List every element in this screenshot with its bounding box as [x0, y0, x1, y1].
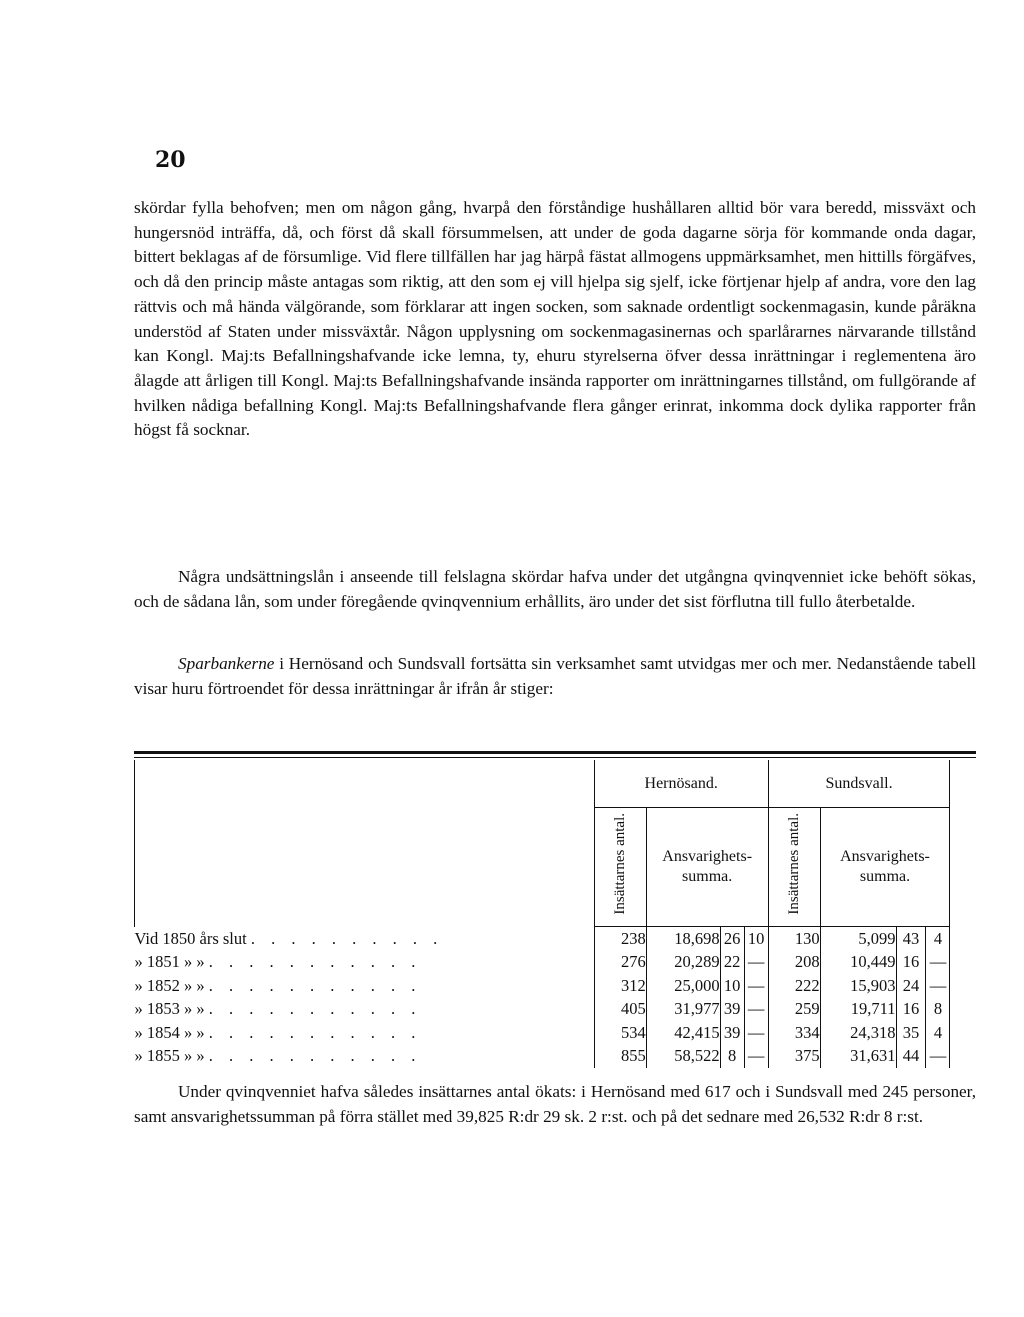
table-row: [135, 951, 977, 975]
h-count: 405: [594, 998, 646, 1022]
h-count: 534: [594, 1021, 646, 1045]
h-rst: —: [744, 974, 768, 998]
s-sk: 24: [896, 974, 926, 998]
s-count: 375: [768, 1045, 820, 1069]
h-sk: 8: [720, 1045, 744, 1069]
h-sum: 58,522: [646, 1045, 720, 1069]
h-sum: 25,000: [646, 974, 720, 998]
paragraph-4-text: Under qvinqvenniet hafva således insättarnes antal ökats: i Hernösand med 617 och i Sundsvall med 245 personer, samt ansvarighetssumman på förra stället med 39,825 R:dr 29 sk. 2 r:st. och på det sednare med 26,532 R:dr 8 r:st.: [134, 1082, 976, 1126]
h-sk: 39: [720, 1021, 744, 1045]
table-right-margin: [950, 760, 976, 927]
h-rst: —: [744, 1021, 768, 1045]
savings-bank-table: [134, 760, 976, 1068]
s-sum: 24,318: [820, 1021, 896, 1045]
table-row: [135, 998, 977, 1022]
s-rst: 4: [926, 927, 950, 951]
s-count: 208: [768, 951, 820, 975]
h-count: 855: [594, 1045, 646, 1069]
s-sum-header: Ansvarighets-summa.: [820, 808, 950, 927]
h-sk: 10: [720, 974, 744, 998]
s-count: 334: [768, 1021, 820, 1045]
paragraph-2: [134, 565, 976, 614]
s-sum: 15,903: [820, 974, 896, 998]
s-sk: 44: [896, 1045, 926, 1069]
h-rst: —: [744, 1045, 768, 1069]
paragraph-3-rest: i Hernösand och Sundsvall fortsätta sin verksamhet samt utvidgas mer och mer. Nedanstående tabell visar huru förtroendet för dessa inrättningar år ifrån år stiger:: [134, 654, 976, 698]
paragraph-4: [134, 1080, 976, 1129]
row-label: » 1851 » » . . . . . . . . . . .: [134, 952, 422, 972]
town-header-hernosand: Hernösand.: [594, 760, 768, 808]
sparbankerne-italic: Sparbankerne: [178, 654, 275, 673]
s-rst: —: [926, 951, 950, 975]
page-number: 20: [155, 147, 186, 173]
s-sum: 10,449: [820, 951, 896, 975]
s-count: 130: [768, 927, 820, 951]
paragraph-3: [134, 652, 976, 701]
table-row: [135, 927, 977, 951]
h-sum-header: Ansvarighets-summa.: [646, 808, 768, 927]
h-count-header: [594, 808, 646, 927]
h-rst: 10: [744, 927, 768, 951]
table-row: [135, 974, 977, 998]
table-stub-header: [135, 760, 595, 927]
s-rst: —: [926, 974, 950, 998]
s-sum: 5,099: [820, 927, 896, 951]
h-sk: 22: [720, 951, 744, 975]
h-sum: 31,977: [646, 998, 720, 1022]
h-sk: 26: [720, 927, 744, 951]
s-sk: 16: [896, 951, 926, 975]
h-count: 238: [594, 927, 646, 951]
paragraph-2-text: Några undsättningslån i anseende till felslagna skördar hafva under det utgångna qvinqvenniet icke behöft sökas, och de sådana lån, som under föregående qvinqvennium erhållits, äro under det sist förflutna till fullo återbetalde.: [134, 567, 976, 611]
h-sum: 42,415: [646, 1021, 720, 1045]
s-count-header: [768, 808, 820, 927]
paragraph-1: [134, 196, 976, 443]
s-sk: 43: [896, 927, 926, 951]
h-rst: —: [744, 998, 768, 1022]
table-top-rule-thin: [134, 757, 976, 758]
s-sk: 16: [896, 998, 926, 1022]
table-row: [135, 1021, 977, 1045]
s-rst: —: [926, 1045, 950, 1069]
row-label: » 1855 » » . . . . . . . . . . .: [134, 1046, 422, 1066]
town-header-sundsvall: Sundsvall.: [768, 760, 950, 808]
s-count-label: Insättarnes antal.: [785, 813, 802, 915]
h-count-label: Insättarnes antal.: [611, 813, 628, 915]
h-rst: —: [744, 951, 768, 975]
table-top-rule: [134, 751, 976, 754]
row-label: » 1853 » » . . . . . . . . . . .: [134, 999, 422, 1019]
h-sum: 20,289: [646, 951, 720, 975]
row-label: » 1852 » » . . . . . . . . . . .: [134, 975, 422, 995]
table-row: [135, 1045, 977, 1069]
paragraph-1-text: skördar fylla behofven; men om någon gång, hvarpå den förståndige hushållaren alltid bör vara beredd, missväxt och hungersnöd inträffa, då, och först då skall försummelsen, att under de goda dagarne sörja för kommande onda dagar, bittert beklagas af de försumlige. Vid flere tillfällen har jag härpå fästat allmogens uppmärksamhet, men hittills förgäfves, och då den princip måste antagas som riktig, att den som ej vill hjelpa sig sjelf, icke förtjenar hjelp af andra, vore den lag rättvis och må hända välgörande, som förklarar att ingen socken, som saknade ordentligt sockenmagasin, kunde påräkna understöd af Staten under missväxtår. Någon upplysning om sockenmagasinernas och sparlårarnes närvarande tillstånd kan Kongl. Maj:ts Befallningshafvande icke lemna, ty, ehuru styrelserna öfver dessa inrättningar i reglementena äro ålagde att årligen till Kongl. Maj:ts Befallningshafvande insända rapporter om inrättningarnes tillstånd, om fullgörande af hvilken nådiga befallning Kongl. Maj:ts Befallningshafvande flera gånger erinrat, inkomma dock dylika rapporter från högst få socknar.: [134, 198, 976, 440]
s-sum: 19,711: [820, 998, 896, 1022]
paragraph-3-text: [134, 652, 976, 701]
h-count: 312: [594, 974, 646, 998]
s-sum: 31,631: [820, 1045, 896, 1069]
s-sk: 35: [896, 1021, 926, 1045]
s-count: 222: [768, 974, 820, 998]
h-count: 276: [594, 951, 646, 975]
h-sk: 39: [720, 998, 744, 1022]
row-label: » 1854 » » . . . . . . . . . . .: [134, 1022, 422, 1042]
s-rst: 4: [926, 1021, 950, 1045]
s-rst: 8: [926, 998, 950, 1022]
s-count: 259: [768, 998, 820, 1022]
h-sum: 18,698: [646, 927, 720, 951]
row-label: Vid 1850 års slut . . . . . . . . . .: [134, 928, 444, 948]
